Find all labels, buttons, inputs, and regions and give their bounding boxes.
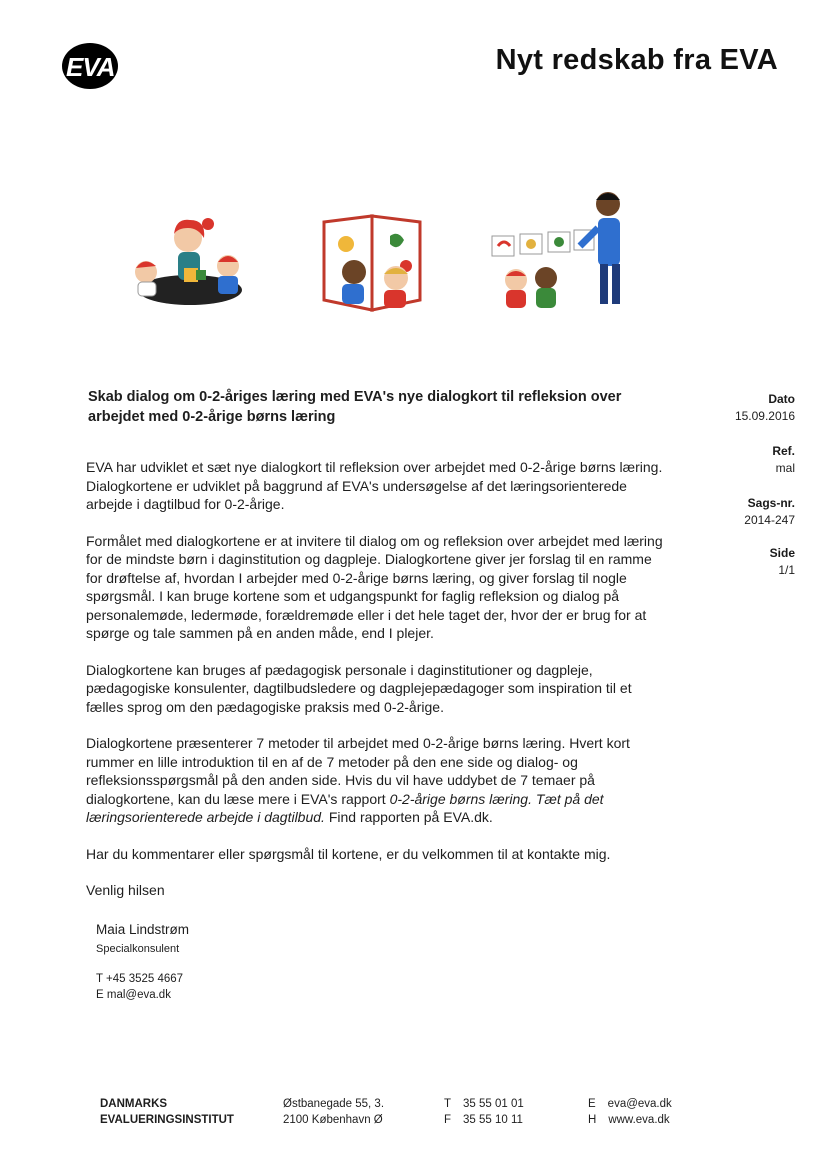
org-line: EVALUERINGSINSTITUT xyxy=(100,1114,234,1126)
footer-organization xyxy=(100,1096,234,1128)
closing-greeting: Venlig hilsen xyxy=(86,882,165,898)
web-link[interactable]: www.eva.dk xyxy=(608,1114,670,1126)
side-label: Side xyxy=(769,546,795,560)
illustration-teacher-pointing xyxy=(490,180,640,325)
body-paragraph: EVA har udviklet et sæt nye dialogkort til refleksion over arbejdet med 0-2-årige børns læring. Dialogkortene er udviklet på baggrund af EVA's undersøgelse af det læringsorienterede arbejde i dagtilbud for 0-2-årige. xyxy=(86,459,663,512)
fax-value: 35 55 10 11 xyxy=(463,1114,523,1126)
org-line: DANMARKS xyxy=(100,1098,168,1110)
logo-text: EVA xyxy=(66,52,115,82)
footer-phone-fax xyxy=(444,1096,524,1128)
ref-label: Ref. xyxy=(772,444,795,458)
signature-block xyxy=(96,922,189,1001)
dato-value: 15.09.2016 xyxy=(734,409,795,423)
signer-role: Specialkonsulent xyxy=(96,943,180,955)
meta-ref xyxy=(690,444,795,475)
meta-dato xyxy=(690,392,795,423)
footer-address xyxy=(283,1096,384,1128)
page-title: Nyt redskab fra EVA xyxy=(495,44,778,76)
body-paragraph: Dialogkortene kan bruges af pædagogisk personale i daginstitutioner og dagpleje, pædagogiske konsulenter, dagtilbudsledere og dagplejepædagoger som inspiration til et fælles sprog om den pædagogiske praksis med 0-2-årige. xyxy=(86,661,632,715)
web-label: H xyxy=(588,1114,597,1126)
sagsnr-value: 2014-247 xyxy=(744,513,795,527)
signer-name: Maia Lindstrøm xyxy=(96,922,190,937)
letter-subject: Skab dialog om 0-2-åriges læring med EVA's nye dialogkort til refleksion over arbejdet med 0-2-årige børns læring xyxy=(88,389,622,425)
body-paragraph: Formålet med dialogkortene er at invitere til dialog om og refleksion over arbejdet med læring for de mindste børn i daginstitution og dagpleje. Dialogkortene giver jer forslag til en ramme for drøftelse af, hvordan I arbejder med 0-2-årige børns læring, og giver forslag til nogle spørgsmål. I kan bruge kortene som et udgangspunkt for faglig refleksion og dialog på personalemøde, ledermøde, forældremøde eller i det hele taget der, hvor der er brug for at spørge og tale sammen på en anden måde, end I plejer. xyxy=(86,532,663,641)
paragraph-text: Dialogkortene præsenterer 7 metoder til arbejdet med 0-2-årige børns læring. Hvert kort rummer en lille introduktion til en af de 7 metoder på den ene side og dialog- og refleksionsspørgsmål på den anden side. Hvis du vil have uddybet de 7 temaer på dialogkortene, kan du læse mere i EVA's rapport xyxy=(86,735,630,807)
sagsnr-label: Sags-nr. xyxy=(747,496,795,510)
signer-email: E mal@eva.dk xyxy=(96,989,171,1001)
illustration-children-with-book xyxy=(318,180,426,325)
side-value: 1/1 xyxy=(778,563,795,577)
fax-label: F xyxy=(444,1114,452,1126)
phone-value: 35 55 01 01 xyxy=(463,1098,524,1110)
meta-side xyxy=(690,546,795,577)
letter-body xyxy=(86,458,664,900)
address-line: 2100 København Ø xyxy=(283,1114,383,1126)
report-title: 0-2-årige børns læring. Tæt på det læringsorienterede arbejde i dagtilbud. xyxy=(86,790,604,825)
paragraph-text: Find rapporten på EVA.dk. xyxy=(324,809,493,825)
email-link[interactable]: eva@eva.dk xyxy=(607,1098,672,1110)
illustration-teacher-with-children xyxy=(128,180,246,315)
meta-sagsnr xyxy=(690,496,795,527)
phone-label: T xyxy=(444,1098,452,1110)
body-paragraph xyxy=(86,734,664,827)
email-label: E xyxy=(588,1098,596,1110)
address-line: Østbanegade 55, 3. xyxy=(283,1098,385,1110)
ref-value: mal xyxy=(775,461,795,475)
eva-logo xyxy=(60,40,132,92)
body-paragraph: Har du kommentarer eller spørgsmål til kortene, er du velkommen til at kontakte mig. xyxy=(86,845,611,862)
dato-label: Dato xyxy=(768,392,795,406)
signer-phone: T +45 3525 4667 xyxy=(96,973,184,985)
footer-email-web xyxy=(588,1096,672,1128)
